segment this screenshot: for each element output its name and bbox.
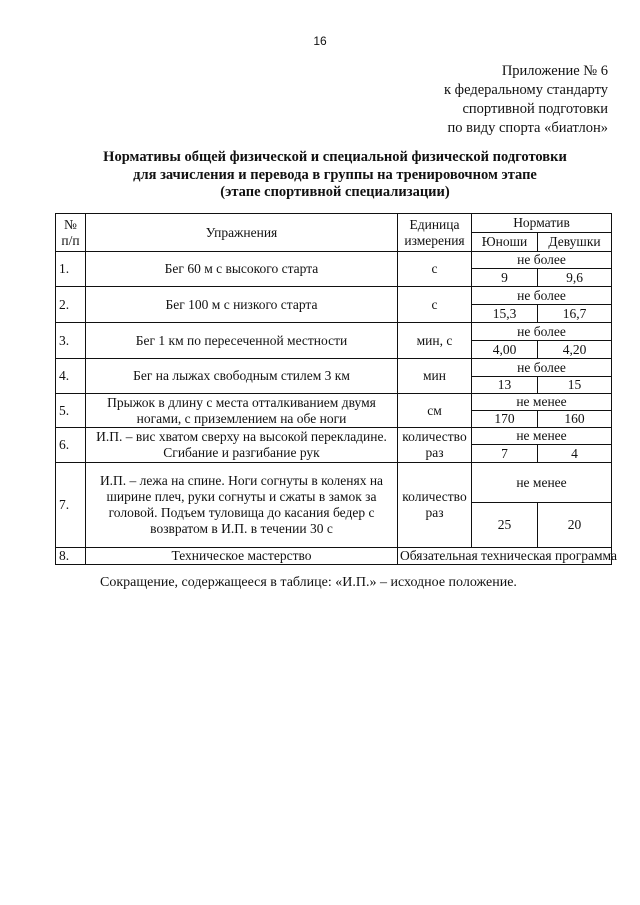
table-row [56,359,612,377]
header-number [56,214,86,252]
header-exercise: Упражнения [86,214,398,252]
row-number: 5. [56,394,86,428]
document-title [40,149,630,202]
table-row [56,548,612,565]
row-condition: не менее [472,394,612,411]
table-row [56,394,612,411]
appendix-line: спортивной подготовки [462,101,608,117]
row-norm-text: Обязательная техническая программа [398,548,612,565]
row-unit-line1: количество [402,489,467,504]
row-boys-value: 4,00 [472,341,538,359]
row-exercise: Техническое мастерство [86,548,398,565]
row-number: 3. [56,323,86,359]
row-girls-value: 20 [538,503,612,548]
header-girls: Девушки [538,233,612,252]
row-number: 4. [56,359,86,394]
row-unit: с [398,287,472,323]
row-unit-line2: раз [425,505,444,520]
row-girls-value: 4 [538,445,612,463]
row-exercise: И.П. – вис хватом сверху на высокой перекладине. Сгибание и разгибание рук [86,428,398,463]
row-girls-value: 15 [538,377,612,394]
row-condition: не более [472,323,612,341]
row-boys-value: 9 [472,269,538,287]
row-condition: не более [472,359,612,377]
row-unit: мин [398,359,472,394]
row-boys-value: 7 [472,445,538,463]
header-number-line2: п/п [61,232,80,248]
row-boys-value: 13 [472,377,538,394]
row-condition: не менее [472,428,612,445]
row-unit-line1: количество [402,429,467,444]
table-row [56,323,612,341]
appendix-line: к федеральному стандарту [444,82,608,98]
norms-table [55,213,617,565]
row-condition: не менее [472,463,612,503]
row-unit [398,428,472,463]
row-boys-value: 15,3 [472,305,538,323]
row-unit [398,463,472,548]
row-number: 8. [56,548,86,565]
header-unit-line2: измерения [404,232,465,248]
table-row [56,428,612,445]
row-girls-value: 9,6 [538,269,612,287]
row-unit: см [398,394,472,428]
row-boys-value: 170 [472,411,538,428]
row-exercise: Бег 100 м с низкого старта [86,287,398,323]
row-exercise: И.П. – лежа на спине. Ноги согнуты в коленях на ширине плеч, руки согнуты и сжаты в замок за головой. Подъем туловища до касания бедер с возвратом в И.П. в течении 30 с [86,463,398,548]
header-norm: Норматив [472,214,612,233]
row-boys-value: 25 [472,503,538,548]
table-row [56,463,612,503]
row-unit-line2: раз [425,445,444,460]
row-condition: не более [472,287,612,305]
header-unit-line1: Единица [409,216,460,232]
appendix-header [444,62,608,138]
table-row [56,287,612,305]
header-number-line1: № [64,216,77,232]
row-exercise: Бег 1 км по пересеченной местности [86,323,398,359]
appendix-line: Приложение № 6 [501,63,608,79]
table-row [56,252,612,269]
row-exercise: Бег на лыжах свободным стилем 3 км [86,359,398,394]
row-exercise: Бег 60 м с высокого старта [86,252,398,287]
row-girls-value: 160 [538,411,612,428]
page-number: 16 [313,34,327,48]
row-unit: мин, с [398,323,472,359]
row-number: 2. [56,287,86,323]
appendix-line: по виду спорта «биатлон» [447,120,608,136]
table-header-row [56,214,612,233]
row-unit: с [398,252,472,287]
title-line: Нормативы общей физической и специальной физической подготовки [103,149,567,165]
header-unit [398,214,472,252]
row-girls-value: 4,20 [538,341,612,359]
row-exercise: Прыжок в длину с места отталкиванием двумя ногами, с приземлением на обе ноги [86,394,398,428]
row-condition: не более [472,252,612,269]
title-line: (этапе спортивной специализации) [220,184,450,200]
row-number: 6. [56,428,86,463]
row-number: 7. [56,463,86,548]
abbreviation-note: Сокращение, содержащееся в таблице: «И.П.» – исходное положение. [100,575,517,590]
title-line: для зачисления и перевода в группы на тренировочном этапе [133,166,537,183]
row-number: 1. [56,252,86,287]
row-girls-value: 16,7 [538,305,612,323]
header-boys: Юноши [472,233,538,252]
